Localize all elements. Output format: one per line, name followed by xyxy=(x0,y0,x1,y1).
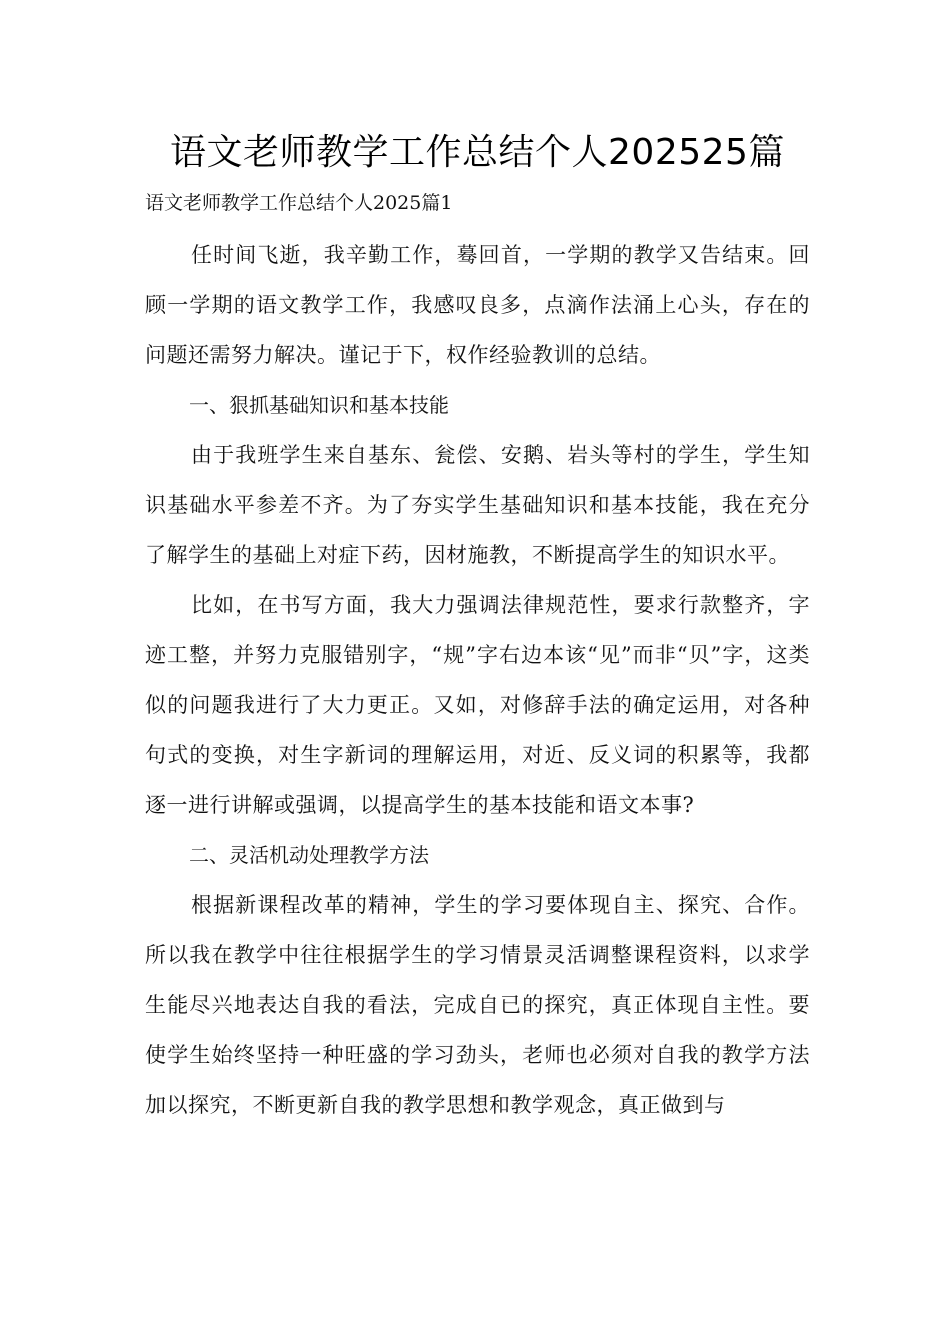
document-subtitle: 语文老师教学工作总结个人2025篇1 xyxy=(145,192,453,214)
paragraph-section-2-a: 根据新课程改革的精神，学生的学习要体现自主、探究、合作。所以我在教学中往往根据学生的学习情景灵活调整课程资料，以求学生能尽兴地表达自我的看法，完成自已的探究，真正体现自主性。要使学生始终坚持一种旺盛的学习劲头，老师也必须对自我的教学方法加以探究，不断更新自我的教学思想和教学观念，真正做到与 xyxy=(145,893,810,1117)
paragraph-section-1-a: 由于我班学生来自基东、瓮偿、安鹅、岩头等村的学生，学生知识基础水平参差不齐。为了夯实学生基础知识和基本技能，我在充分了解学生的基础上对症下药，因材施教，不断提高学生的知识水平。 xyxy=(145,443,810,567)
paragraph-section-1-b: 比如，在书写方面，我大力强调法律规范性，要求行款整齐，字迹工整，并努力克服错别字，“规”字右边本该“见”而非“贝”字，这类似的问题我进行了大力更正。又如，对修辞手法的确定运用，对各种句式的变换，对生字新词的理解运用，对近、反义词的积累等，我都逐一进行讲解或强调，以提高学生的基本技能和语文本事? xyxy=(145,593,810,817)
section-heading-1: 一、狠抓基础知识和基本技能 xyxy=(189,393,449,417)
paragraph-intro: 任时间飞逝，我辛勤工作，蓦回首，一学期的教学又告结束。回顾一学期的语文教学工作，我感叹良多，点滴作法涌上心头，存在的问题还需努力解决。谨记于下，权作经验教训的总结。 xyxy=(145,243,810,367)
section-heading-2: 二、灵活机动处理教学方法 xyxy=(189,843,429,867)
document-title: 语文老师教学工作总结个人202525篇 xyxy=(170,132,785,173)
